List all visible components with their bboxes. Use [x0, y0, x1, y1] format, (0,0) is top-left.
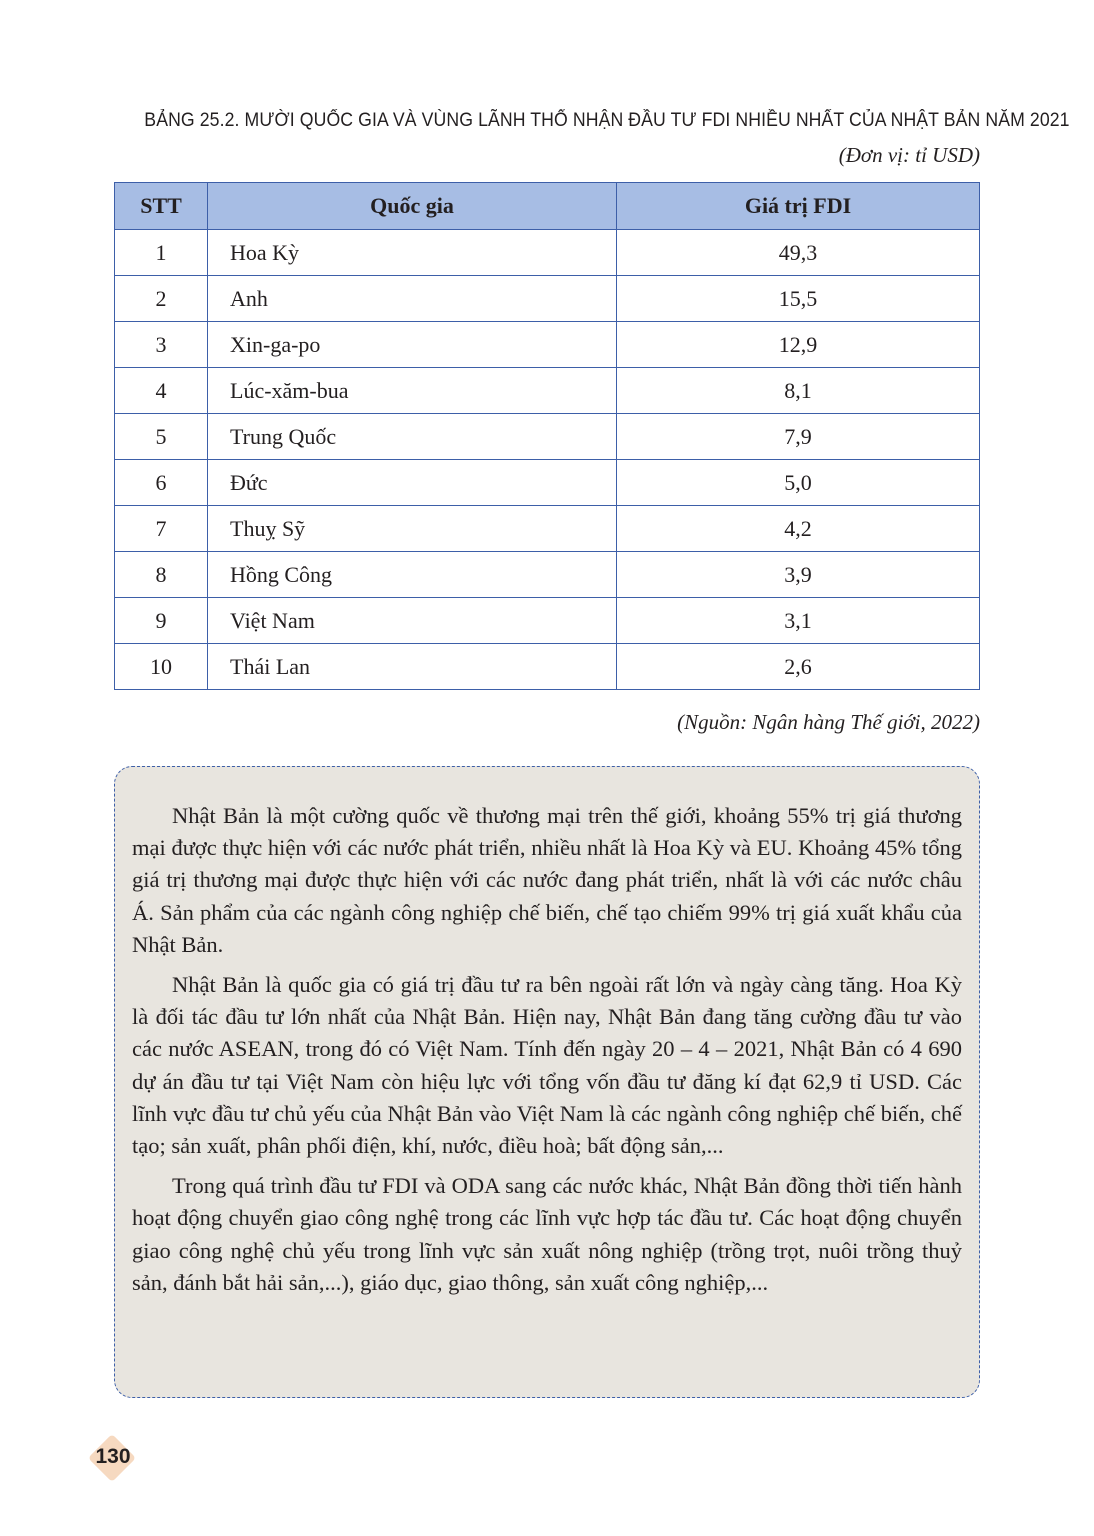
table-row — [115, 414, 980, 460]
table-source: (Nguồn: Ngân hàng Thế giới, 2022) — [677, 710, 980, 734]
table-unit: (Đơn vị: tỉ USD) — [838, 143, 980, 167]
cell-country: Hoa Kỳ — [208, 230, 617, 276]
cell-country: Việt Nam — [208, 598, 617, 644]
cell-stt: 9 — [115, 598, 208, 644]
cell-stt: 6 — [115, 460, 208, 506]
table-row — [115, 368, 980, 414]
header-fdi-value: Giá trị FDI — [617, 183, 980, 230]
cell-country: Thuỵ Sỹ — [208, 506, 617, 552]
cell-fdi-value: 3,9 — [617, 552, 980, 598]
table-header-row — [115, 183, 980, 230]
table-row — [115, 322, 980, 368]
header-country: Quốc gia — [208, 183, 617, 230]
fdi-table — [114, 182, 980, 690]
cell-stt: 5 — [115, 414, 208, 460]
table-row — [115, 460, 980, 506]
cell-fdi-value: 7,9 — [617, 414, 980, 460]
table-title: BẢNG 25.2. MƯỜI QUỐC GIA VÀ VÙNG LÃNH THỔ NHẬN ĐẦU TƯ FDI NHIỀU NHẤT CỦA NHẬT BẢN NĂM 2021 — [144, 110, 1070, 131]
cell-stt: 7 — [115, 506, 208, 552]
info-box — [114, 766, 980, 1398]
info-paragraph-trade: Nhật Bản là một cường quốc về thương mại trên thế giới, khoảng 55% trị giá thương mại được thực hiện với các nước phát triển, nhiều nhất là Hoa Kỳ và EU. Khoảng 45% tổng giá trị thương mại được thực hiện với các nước đang phát triển, nhất là với các nước châu Á. Sản phẩm của các ngành công nghiệp chế biến, chế tạo chiếm 99% trị giá xuất khẩu của Nhật Bản. — [132, 803, 962, 957]
table-row — [115, 230, 980, 276]
page-number-badge — [91, 1437, 135, 1481]
table-row — [115, 552, 980, 598]
cell-fdi-value: 8,1 — [617, 368, 980, 414]
cell-country: Trung Quốc — [208, 414, 617, 460]
cell-stt: 10 — [115, 644, 208, 690]
cell-fdi-value: 49,3 — [617, 230, 980, 276]
table-row — [115, 598, 980, 644]
cell-country: Hồng Công — [208, 552, 617, 598]
table-row — [115, 276, 980, 322]
table-row — [115, 644, 980, 690]
cell-fdi-value: 4,2 — [617, 506, 980, 552]
cell-stt: 4 — [115, 368, 208, 414]
cell-fdi-value: 15,5 — [617, 276, 980, 322]
cell-stt: 3 — [115, 322, 208, 368]
table-row — [115, 506, 980, 552]
info-paragraph-technology: Trong quá trình đầu tư FDI và ODA sang các nước khác, Nhật Bản đồng thời tiến hành hoạt động chuyển giao công nghệ trong các lĩnh vực hợp tác đầu tư. Các hoạt động chuyển giao công nghệ chủ yếu trong lĩnh vực sản xuất nông nghiệp (trồng trọt, nuôi trồng thuỷ sản, đánh bắt hải sản,...), giáo dục, giao thông, sản xuất công nghiệp,... — [132, 1173, 962, 1295]
cell-country: Đức — [208, 460, 617, 506]
cell-fdi-value: 3,1 — [617, 598, 980, 644]
cell-fdi-value: 2,6 — [617, 644, 980, 690]
cell-country: Xin-ga-po — [208, 322, 617, 368]
cell-country: Anh — [208, 276, 617, 322]
cell-fdi-value: 5,0 — [617, 460, 980, 506]
info-paragraph-investment: Nhật Bản là quốc gia có giá trị đầu tư ra bên ngoài rất lớn và ngày càng tăng. Hoa Kỳ là đối tác đầu tư lớn nhất của Nhật Bản. Hiện nay, Nhật Bản đang tăng cường đầu tư vào các nước ASEAN, trong đó có Việt Nam. Tính đến ngày 20 – 4 – 2021, Nhật Bản có 4 690 dự án đầu tư tại Việt Nam còn hiệu lực với tổng vốn đầu tư đăng kí đạt 62,9 tỉ USD. Các lĩnh vực đầu tư chủ yếu của Nhật Bản vào Việt Nam là các ngành công nghiệp chế biến, chế tạo; sản xuất, phân phối điện, khí, nước, điều hoà; bất động sản,... — [132, 972, 962, 1159]
cell-fdi-value: 12,9 — [617, 322, 980, 368]
cell-country: Lúc-xăm-bua — [208, 368, 617, 414]
cell-stt: 8 — [115, 552, 208, 598]
page-number: 130 — [95, 1445, 131, 1468]
header-stt: STT — [115, 183, 208, 230]
cell-country: Thái Lan — [208, 644, 617, 690]
cell-stt: 1 — [115, 230, 208, 276]
cell-stt: 2 — [115, 276, 208, 322]
